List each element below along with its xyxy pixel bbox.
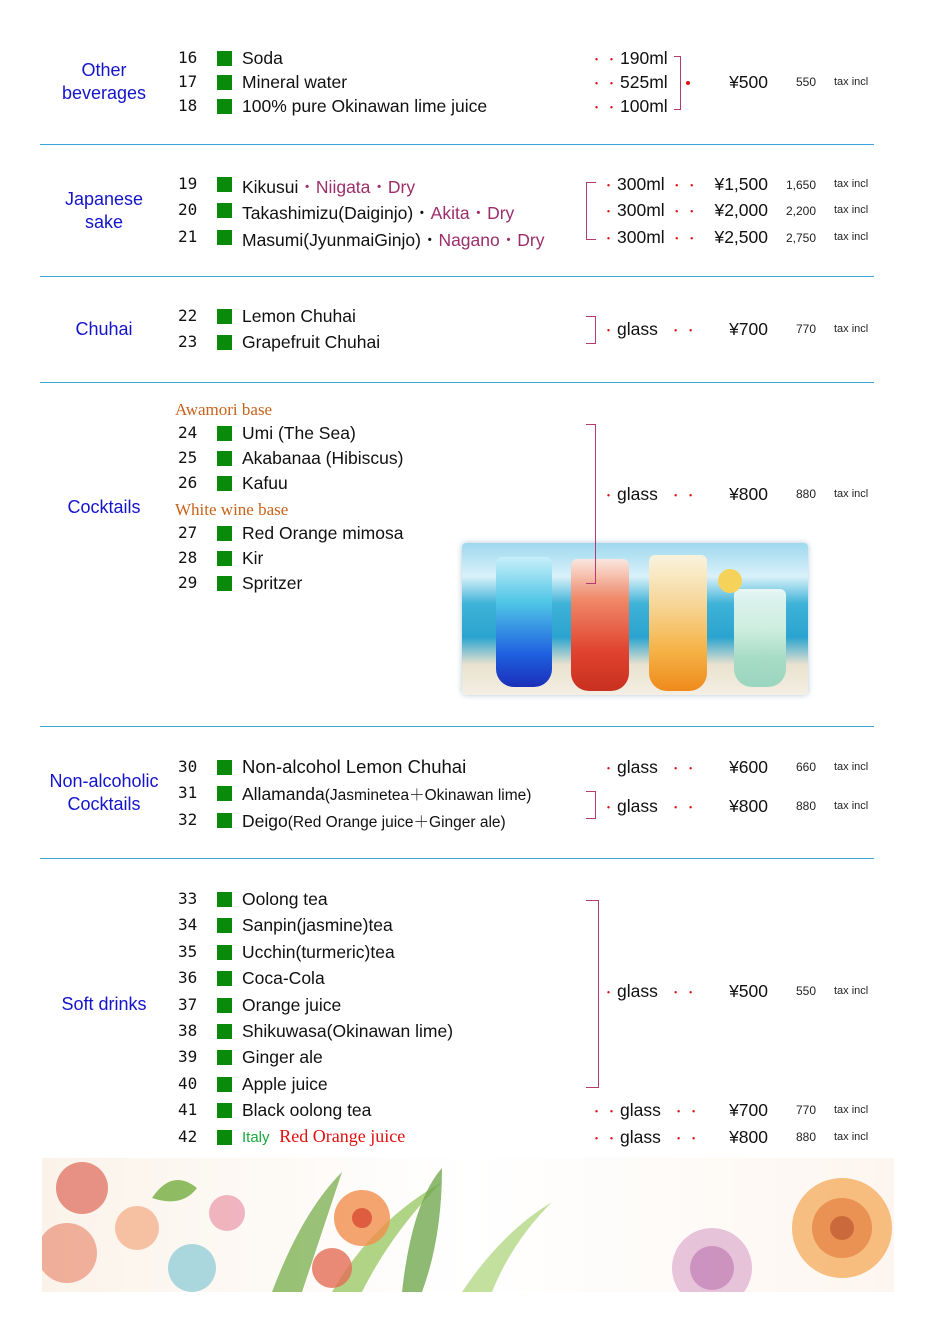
tax-label: tax incl (834, 985, 869, 997)
item-number: 20 (178, 200, 198, 219)
sake-region: Nagano・Dry (438, 230, 545, 250)
item-number: 18 (178, 96, 198, 115)
price: ¥2,500 (714, 227, 768, 247)
bullet-square (217, 998, 232, 1013)
price: ¥500 (729, 981, 768, 1001)
tax-label: tax incl (834, 178, 869, 190)
lemon-slice (718, 569, 742, 593)
group-brace (586, 424, 596, 584)
volume-row: ・・glass ・・ (590, 1100, 703, 1120)
item-name: Deigo(Red Orange juice＋Ginger ale) (242, 811, 506, 831)
volume-row: ・glass ・・ (602, 796, 700, 816)
bullet-square (217, 75, 232, 90)
section-divider (40, 276, 874, 277)
price: ¥600 (729, 757, 768, 777)
category-chuhai: Chuhai (75, 319, 133, 339)
category-soft-drinks: Soft drinks (61, 994, 147, 1014)
bullet-square (217, 892, 232, 907)
bullet-square (217, 786, 232, 801)
tax-label: tax incl (834, 800, 869, 812)
item-name: Takashimizu(Daiginjo)・Akita・Dry (242, 203, 515, 223)
subheading-white-wine-base: White wine base (175, 500, 289, 519)
bullet-square (217, 526, 232, 541)
volume: 190ml (620, 48, 668, 68)
item-name: Kikusui・Niigata・Dry (242, 177, 416, 197)
bullet-square (217, 1050, 232, 1065)
tax-label: tax incl (834, 76, 869, 88)
price-tax-incl: 1,650 (785, 178, 816, 192)
item-name: Grapefruit Chuhai (242, 332, 381, 352)
category-title-line1: Non-alcoholic (49, 771, 159, 791)
group-brace (586, 182, 596, 240)
item-number: 17 (178, 72, 198, 91)
floral-illustration (42, 1158, 894, 1292)
item-name: Umi (The Sea) (242, 423, 356, 443)
floral-banner (42, 1158, 894, 1292)
subheading-awamori-base: Awamori base (175, 400, 273, 419)
bullet-square (217, 918, 232, 933)
bullet-square (217, 203, 232, 218)
category-japanese-sake (40, 188, 168, 234)
item-name: Non-alcohol Lemon Chuhai (242, 756, 467, 777)
category-cocktails: Cocktails (67, 497, 141, 517)
bullet-square (217, 945, 232, 960)
price-tax-incl: 550 (795, 984, 816, 998)
item-number: 25 (178, 448, 198, 467)
item-name: Kir (242, 548, 264, 568)
volume-row: ・・525ml (590, 72, 668, 92)
item-number: 21 (178, 227, 198, 246)
price: ¥500 (729, 72, 768, 92)
tax-label: tax incl (834, 323, 869, 335)
price-tax-incl: 660 (795, 760, 816, 774)
price: ¥700 (729, 319, 768, 339)
price: ¥700 (729, 1100, 768, 1120)
item-number: 36 (178, 968, 198, 987)
price-tax-incl: 880 (795, 487, 816, 501)
category-other-beverages (40, 59, 168, 105)
blue-cocktail-glass (496, 557, 552, 687)
section-divider (40, 382, 874, 383)
bullet-square (217, 309, 232, 324)
item-number: 24 (178, 423, 198, 442)
tax-label: tax incl (834, 204, 869, 216)
volume-row: ・glass ・・ (602, 981, 700, 1001)
item-name: 100% pure Okinawan lime juice (242, 96, 488, 116)
bullet-square (217, 971, 232, 986)
volume-row: ・300ml ・・ (602, 227, 701, 247)
section-divider (40, 726, 874, 727)
cocktail-photo (462, 543, 808, 695)
bullet-square (217, 230, 232, 245)
category-title-line2: sake (84, 212, 124, 232)
volume: 525ml (620, 72, 668, 92)
orange-cocktail-glass (649, 555, 707, 691)
item-name: Allamanda(Jasminetea＋Okinawan lime) (242, 784, 532, 804)
bullet-square (217, 1077, 232, 1092)
volume-row: ・300ml ・・ (602, 174, 701, 194)
item-number: 33 (178, 889, 198, 908)
item-number: 34 (178, 915, 198, 934)
item-name: Lemon Chuhai (242, 306, 356, 326)
item-name: Italy Red Orange juice (242, 1126, 406, 1146)
item-name: Soda (242, 48, 283, 68)
section-divider (40, 858, 874, 859)
tax-label: tax incl (834, 231, 869, 243)
item-name: Spritzer (242, 573, 303, 593)
price: ¥800 (729, 1127, 768, 1147)
category-title-line1: Other (81, 60, 127, 80)
sake-region: Niigata・Dry (315, 177, 416, 197)
item-name: Oolong tea (242, 889, 328, 909)
group-brace (586, 900, 599, 1088)
item-number: 19 (178, 174, 198, 193)
category-title-line2: Cocktails (67, 794, 141, 814)
bullet-square (217, 551, 232, 566)
price: ¥2,000 (714, 200, 768, 220)
price-tax-incl: 770 (795, 322, 816, 336)
kafuu-cocktail-glass (734, 589, 786, 687)
price: ¥1,500 (714, 174, 768, 194)
price: ¥800 (729, 796, 768, 816)
item-name: Shikuwasa(Okinawan lime) (242, 1021, 454, 1041)
volume-row: ・glass ・・ (602, 757, 700, 777)
item-number: 39 (178, 1047, 198, 1066)
item-number: 26 (178, 473, 198, 492)
item-name: Apple juice (242, 1074, 328, 1094)
item-name: Ucchin(turmeric)tea (242, 942, 395, 962)
bullet-square (217, 335, 232, 350)
tax-label: tax incl (834, 488, 869, 500)
tax-label: tax incl (834, 1131, 869, 1143)
bullet-square (217, 576, 232, 591)
tax-label: tax incl (834, 1104, 869, 1116)
item-number: 28 (178, 548, 198, 567)
item-number: 32 (178, 810, 198, 829)
item-name: Akabanaa (Hibiscus) (242, 448, 404, 468)
bullet-square (217, 451, 232, 466)
item-number: 29 (178, 573, 198, 592)
tax-label: tax incl (834, 761, 869, 773)
item-number: 35 (178, 942, 198, 961)
group-brace (674, 56, 681, 110)
volume: 100ml (620, 96, 668, 116)
origin-label: Italy (242, 1129, 270, 1146)
bullet-square (217, 813, 232, 828)
item-name: Ginger ale (242, 1047, 323, 1067)
item-number: 40 (178, 1074, 198, 1093)
item-number: 31 (178, 783, 198, 802)
bullet-square (217, 1103, 232, 1118)
bullet-square (217, 476, 232, 491)
item-number: 41 (178, 1100, 198, 1119)
bullet-square (217, 1130, 232, 1145)
red-cocktail-glass (571, 559, 629, 691)
price-tax-incl: 2,200 (785, 204, 816, 218)
item-name: Coca-Cola (242, 968, 325, 988)
item-name: Black oolong tea (242, 1100, 372, 1120)
volume-row: ・glass ・・ (602, 484, 700, 504)
price-tax-incl: 880 (795, 1130, 816, 1144)
item-name: Masumi(JyunmaiGinjo)・Nagano・Dry (242, 230, 545, 250)
volume-row: ・glass ・・ (602, 319, 700, 339)
price-tax-incl: 880 (795, 799, 816, 813)
price-tax-incl: 550 (795, 75, 816, 89)
item-number: 37 (178, 995, 198, 1014)
category-title-line2: beverages (61, 83, 147, 103)
bullet-square (217, 51, 232, 66)
item-name: Mineral water (242, 72, 348, 92)
bullet-square (217, 426, 232, 441)
volume-row: ・・100ml (590, 96, 668, 116)
category-title-line1: Japanese (64, 189, 144, 209)
item-name: Sanpin(jasmine)tea (242, 915, 393, 935)
price: ¥800 (729, 484, 768, 504)
bullet-square (217, 760, 232, 775)
price-tax-incl: 770 (795, 1103, 816, 1117)
volume-row: ・・190ml (590, 48, 668, 68)
item-name: Red Orange mimosa (242, 523, 404, 543)
volume-row: ・・glass ・・ (590, 1127, 703, 1147)
item-number: 22 (178, 306, 198, 325)
item-name: Orange juice (242, 995, 342, 1015)
item-number: 16 (178, 48, 198, 67)
bullet-square (217, 177, 232, 192)
bullet-square (217, 99, 232, 114)
item-number: 27 (178, 523, 198, 542)
section-divider (40, 144, 874, 145)
item-number: 23 (178, 332, 198, 351)
red-dot (686, 81, 690, 85)
item-name: Kafuu (242, 473, 288, 493)
group-brace (586, 316, 596, 344)
group-brace (586, 791, 596, 819)
item-number: 38 (178, 1021, 198, 1040)
item-number: 42 (178, 1127, 198, 1146)
sake-region: Akita・Dry (430, 203, 515, 223)
volume-row: ・300ml ・・ (602, 200, 701, 220)
bullet-square (217, 1024, 232, 1039)
category-non-alcoholic-cocktails (40, 770, 168, 816)
price-tax-incl: 2,750 (785, 231, 816, 245)
item-number: 30 (178, 757, 198, 776)
